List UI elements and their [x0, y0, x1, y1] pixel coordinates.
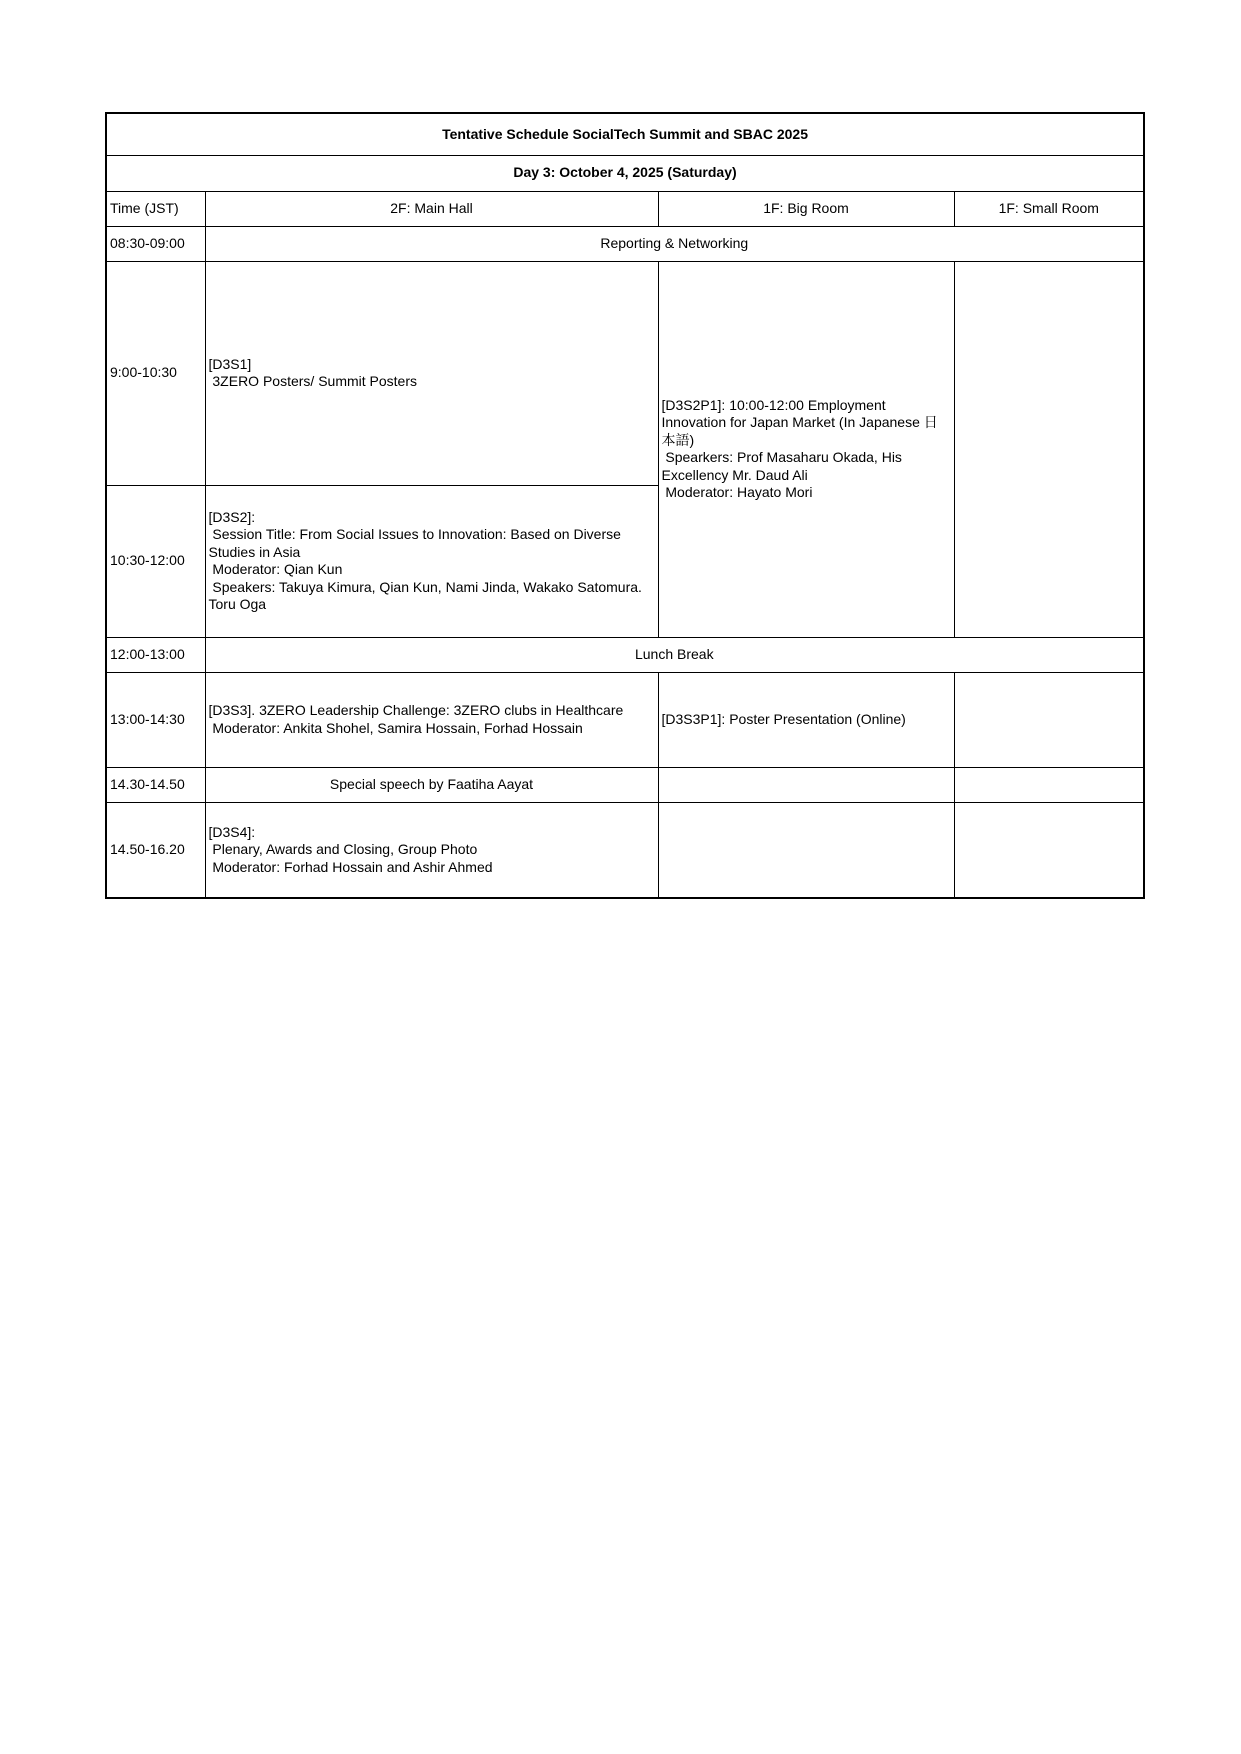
schedule-table — [105, 112, 1145, 899]
small-room-empty — [954, 802, 1144, 898]
header-time: Time (JST) — [106, 191, 205, 226]
day-heading: Day 3: October 4, 2025 (Saturday) — [106, 155, 1144, 191]
header-big-room: 1F: Big Room — [658, 191, 954, 226]
row-time: 14.50-16.20 — [106, 802, 205, 898]
small-room-empty — [954, 261, 1144, 637]
session-d3s1: [D3S1] 3ZERO Posters/ Summit Posters — [205, 261, 658, 485]
row-time: 14.30-14.50 — [106, 767, 205, 802]
row-time: 13:00-14:30 — [106, 672, 205, 767]
small-room-empty — [954, 672, 1144, 767]
big-room-empty — [658, 767, 954, 802]
row-time: 9:00-10:30 — [106, 261, 205, 485]
small-room-empty — [954, 767, 1144, 802]
lunch-break: Lunch Break — [205, 637, 1144, 672]
row-time: 12:00-13:00 — [106, 637, 205, 672]
row-time: 08:30-09:00 — [106, 226, 205, 261]
row-time: 10:30-12:00 — [106, 485, 205, 637]
session-d3s4: [D3S4]: Plenary, Awards and Closing, Group Photo Moderator: Forhad Hossain and Ashir Ahmed — [205, 802, 658, 898]
session-d3s3: [D3S3]. 3ZERO Leadership Challenge: 3ZERO clubs in Healthcare Moderator: Ankita Shohel, Samira Hossain, Forhad Hossain — [205, 672, 658, 767]
header-main-hall: 2F: Main Hall — [205, 191, 658, 226]
reporting-networking: Reporting & Networking — [205, 226, 1144, 261]
session-d3s3p1: [D3S3P1]: Poster Presentation (Online) — [658, 672, 954, 767]
schedule-title: Tentative Schedule SocialTech Summit and SBAC 2025 — [106, 113, 1144, 155]
header-small-room: 1F: Small Room — [954, 191, 1144, 226]
big-room-empty — [658, 802, 954, 898]
special-speech: Special speech by Faatiha Aayat — [205, 767, 658, 802]
session-d3s2: [D3S2]: Session Title: From Social Issues to Innovation: Based on Diverse Studies in Asia Moderator: Qian Kun Speakers: Takuya Kimura, Qian Kun, Nami Jinda, Wakako Satomura. Toru Oga — [205, 485, 658, 637]
session-d3s2p1: [D3S2P1]: 10:00-12:00 Employment Innovation for Japan Market (In Japanese 日本語) Spearkers: Prof Masaharu Okada, His Excellency Mr. Daud Ali Moderator: Hayato Mori — [658, 261, 954, 637]
